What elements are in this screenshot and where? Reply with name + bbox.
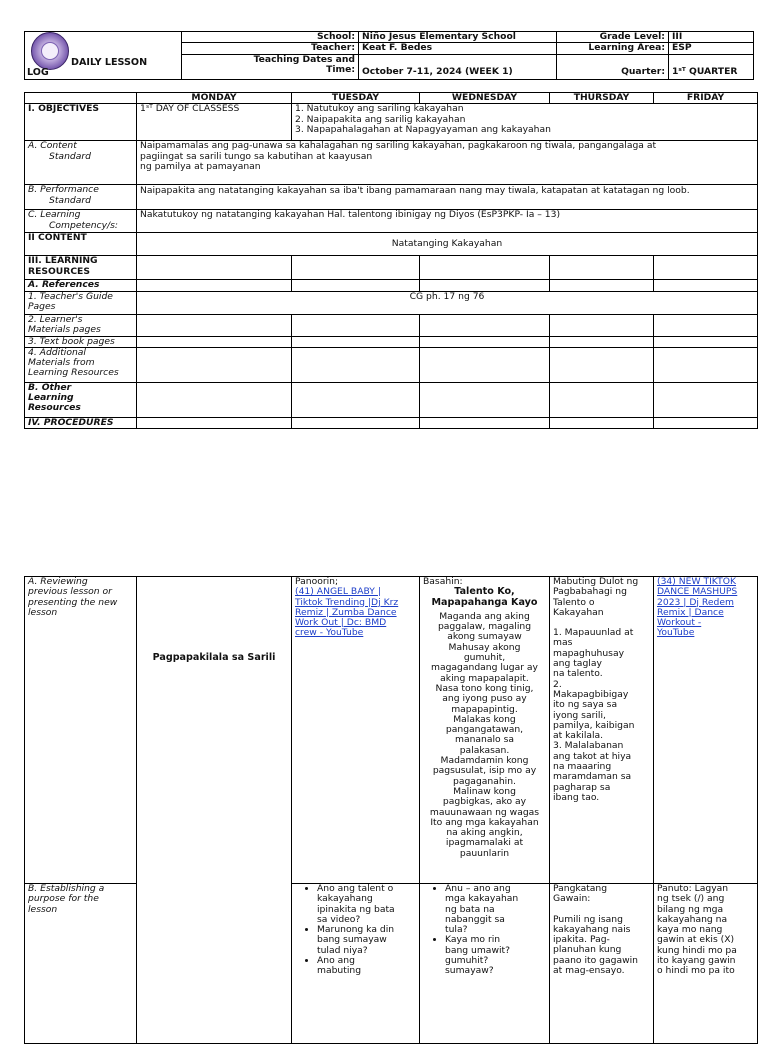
label-line: previous lesson or — [28, 586, 112, 598]
empty-cell — [550, 336, 654, 347]
text-line: ng pamilya at pamayanan — [140, 160, 261, 172]
link-line[interactable]: Workout - — [657, 617, 702, 629]
link-line[interactable]: DANCE MASHUPS — [657, 586, 738, 598]
label-line: A. Reviewing — [28, 576, 88, 587]
poem-line: Maganda ang aking — [439, 610, 530, 622]
empty-cell — [420, 347, 550, 382]
poem-line: mananalo sa — [455, 734, 514, 746]
text-line: gawin at ekis (X) — [657, 934, 735, 946]
label-line: 2. Learner's — [28, 314, 83, 325]
header-table — [24, 31, 754, 80]
text-line: na maaaring — [553, 761, 612, 773]
label-line: Learning — [28, 392, 74, 404]
text-line: na talento. — [553, 668, 603, 680]
link-line[interactable]: 2023 | Dj Redem — [657, 596, 734, 608]
logo-title: DAILY LESSON — [71, 57, 148, 68]
teachers-guide-label — [25, 291, 137, 314]
empty-cell — [292, 382, 420, 417]
empty-cell — [420, 280, 550, 291]
question-item — [445, 935, 546, 976]
empty-cell — [137, 382, 292, 417]
text-line: Talento o — [553, 596, 595, 608]
empty-cell — [654, 336, 758, 347]
empty-cell — [137, 314, 292, 336]
text-line: Mabuting Dulot ng — [553, 576, 639, 587]
text-line: Kakayahan — [553, 606, 604, 618]
grade-value: III — [669, 32, 754, 43]
text-line: planuhan kung — [553, 944, 622, 956]
objective-item: 1. Natutukoy ang sariling kakayahan — [295, 103, 464, 115]
empty-cell — [292, 280, 420, 291]
empty-cell — [420, 382, 550, 417]
poem-line: Malinaw kong — [453, 785, 516, 797]
purpose-tuesday — [292, 884, 420, 1044]
link-line[interactable]: Tiktok Trending |Dj Krz — [295, 596, 399, 608]
link-line[interactable]: (34) NEW TIKTOK — [657, 576, 736, 587]
empty-cell — [654, 314, 758, 336]
purpose-friday — [654, 884, 758, 1044]
text-line: pamilya, kaibigan — [553, 719, 635, 731]
label-line: 4. Additional — [28, 347, 86, 358]
text-line: Pagbabahagi ng — [553, 586, 627, 598]
poem-line: akong sumayaw — [447, 631, 522, 643]
content-label: II CONTENT — [25, 233, 137, 256]
empty-cell — [654, 417, 758, 428]
references-label: A. References — [25, 280, 137, 291]
empty-cell — [654, 382, 758, 417]
label-line: C. Learning — [28, 209, 81, 221]
label-line: Materials pages — [28, 323, 101, 335]
text-line: kung hindi mo pa — [657, 944, 737, 956]
poem-line: pauunlarin — [459, 847, 510, 859]
poem-line: pagaganahin. — [453, 775, 516, 787]
question-line: • Anu – ano ang — [445, 883, 511, 894]
text-line: ng tsek (/) ang — [657, 893, 725, 905]
poem-line: na aking angkin, — [446, 827, 523, 839]
text-line: ibang tao. — [553, 791, 600, 803]
question-line: mabuting — [317, 965, 362, 977]
poem-line: Malakas kong — [453, 713, 516, 725]
learning-resources-label — [25, 256, 137, 280]
label-line: Materials from — [28, 357, 95, 369]
question-line: • Kaya mo rin — [445, 934, 501, 946]
establishing-purpose-label — [25, 884, 137, 1044]
empty-cell — [292, 417, 420, 428]
text-line: mapaghuhusay — [553, 647, 625, 659]
question-line: bang umawit? — [445, 944, 510, 956]
review-wednesday — [420, 577, 550, 884]
dates-value: October 7-11, 2024 (WEEK 1) — [359, 54, 557, 79]
question-line: • Marunong ka din — [317, 924, 395, 936]
learners-materials-label — [25, 314, 137, 336]
competency-label — [25, 210, 137, 233]
wednesday-question-list — [423, 884, 546, 977]
link-line[interactable]: Remiz | Zumba Dance — [295, 606, 397, 618]
day-header-tuesday: TUESDAY — [292, 93, 420, 104]
text-line: iyong sarili, — [553, 709, 606, 721]
empty-cell — [420, 336, 550, 347]
additional-materials-label — [25, 347, 137, 382]
text-line: kakayahang na — [657, 913, 728, 925]
poem-title: Talento Ko, — [454, 586, 515, 598]
grade-label: Grade Level: — [557, 32, 669, 43]
poem-line: palakasan. — [459, 744, 510, 756]
poem-line: ipagmamalaki at — [445, 837, 524, 849]
area-label: Learning Area: — [557, 43, 669, 54]
empty-cell — [292, 314, 420, 336]
text-line: Panuto: Lagyan — [657, 883, 729, 894]
text-line: 2. — [553, 678, 562, 690]
text-line: Pumili ng isang — [553, 913, 623, 925]
label-line: Resources — [28, 402, 81, 414]
objective-item: 3. Napapahalagahan at Napagyayaman ang kakayahan — [295, 123, 551, 135]
label-line: lesson — [28, 606, 58, 618]
empty-cell — [292, 347, 420, 382]
poem-line: magagandang lugar ay — [431, 662, 538, 674]
poem-line: pagbigkas, ako ay — [442, 796, 527, 808]
text-line: Pangkatang — [553, 883, 608, 894]
tuesday-question-list — [295, 884, 416, 977]
question-line: gumuhit? — [445, 955, 489, 967]
review-tuesday — [292, 577, 420, 884]
label-line: A. Content — [28, 140, 77, 152]
reviewing-label — [25, 577, 137, 884]
day-header-wednesday: WEDNESDAY — [420, 93, 550, 104]
poem-line: gumuhit, — [463, 652, 506, 664]
text-line: ito kayang gawin — [657, 955, 736, 967]
area-value: ESP — [669, 43, 754, 54]
label-line: Standard — [49, 150, 91, 162]
text-line: ipakita. Pag- — [553, 934, 610, 946]
teacher-value: Keat F. Bedes — [359, 43, 557, 54]
objective-item: 2. Naipapakita ang sarilig kakayahan — [295, 113, 466, 125]
label-line: III. LEARNING — [28, 255, 98, 267]
competency-text: Nakatutukoy ng natatanging kakayahan Hal. talentong ibinigay ng Diyos (EsP3PKP- Ia – 13) — [137, 210, 758, 233]
empty-cell — [654, 347, 758, 382]
empty-cell — [137, 256, 292, 280]
empty-cell — [137, 417, 292, 428]
text-line: ito ng saya sa — [553, 699, 618, 711]
poem-line: Madamdamin kong — [440, 755, 529, 767]
teachers-guide-value: CG ph. 17 ng 76 — [137, 291, 758, 314]
dates-label-line2: Time: — [326, 63, 355, 75]
question-item — [317, 925, 416, 956]
link-line[interactable]: crew - YouTube — [295, 627, 364, 639]
label-line: presenting the new — [28, 596, 118, 608]
poem-line: Ito ang mga kakayahan — [430, 816, 539, 828]
link-line[interactable]: (41) ANGEL BABY | — [295, 586, 381, 598]
textbook-pages-label: 3. Text book pages — [25, 336, 137, 347]
review-thursday — [550, 577, 654, 884]
empty-cell — [654, 280, 758, 291]
label-line: lesson — [28, 903, 58, 915]
empty-cell — [137, 347, 292, 382]
empty-cell — [292, 256, 420, 280]
dates-label — [182, 54, 359, 79]
label-line: B. Other — [28, 382, 72, 393]
label-line: 1. Teacher's Guide — [28, 291, 113, 302]
text-line: bilang ng mga — [657, 903, 724, 915]
question-line: • Ano ang — [317, 955, 355, 967]
text-line: at mag-ensayo. — [553, 965, 625, 977]
empty-cell — [420, 256, 550, 280]
text-line: maramdaman sa — [553, 771, 632, 783]
dates-label-line1: Teaching Dates and — [253, 54, 355, 65]
day-header-friday: FRIDAY — [654, 93, 758, 104]
text-line: mas — [553, 637, 573, 649]
poem-line: pagsusulat, isip mo ay — [432, 765, 537, 777]
question-line: ipinakita ng bata — [317, 903, 395, 915]
poem-text — [423, 612, 546, 859]
purpose-wednesday — [420, 884, 550, 1044]
text-line: o hindi mo pa ito — [657, 965, 735, 977]
empty-cell — [550, 417, 654, 428]
text-line: 1. Mapauunlad at — [553, 627, 634, 639]
link-line[interactable]: Work Out | Dc: BMD — [295, 617, 387, 629]
poem-line: Mahusay akong — [448, 641, 521, 653]
review-friday — [654, 577, 758, 884]
empty-cell — [420, 417, 550, 428]
question-line: tulad niya? — [317, 944, 368, 956]
question-line: ng bata na — [445, 903, 495, 915]
text-line: Naipamamalas ang pag-unawa sa kahalagahan ng sariling kakayahan, pagkakaroon ng tiwala, pangangalaga at — [140, 140, 657, 152]
school-label: School: — [182, 32, 359, 43]
objectives-list — [292, 104, 758, 141]
text-line: at kakilala. — [553, 730, 604, 742]
question-line: kakayahang — [317, 893, 373, 905]
label-line: B. Establishing a — [28, 883, 105, 894]
text-line: Gawain: — [553, 893, 591, 905]
empty-cell — [550, 347, 654, 382]
angel-baby-video-link[interactable] — [295, 587, 416, 638]
quarter-value: 1ˢᵀ QUARTER — [669, 54, 754, 79]
label-line: Competency/s: — [49, 219, 119, 231]
text-line: 3. Malalabanan — [553, 740, 624, 752]
label-line: purpose for the — [28, 893, 99, 905]
text-line: pagiingat sa sarili tungo sa kabutihan at kaayusan — [140, 150, 373, 162]
logo-title-2: LOG — [27, 67, 49, 79]
poem-line: mauunawaan ng wagas — [429, 806, 540, 818]
question-line: mga kakayahan — [445, 893, 519, 905]
day-header-thursday: THURSDAY — [550, 93, 654, 104]
teacher-label: Teacher: — [182, 43, 359, 54]
text-line: kaya mo nang — [657, 924, 723, 936]
label-line: Standard — [49, 194, 91, 206]
question-line: tula? — [445, 924, 468, 936]
text-line: paano ito gagawin — [553, 954, 638, 966]
label-line: Learning Resources — [28, 367, 119, 379]
text-line: Makapagbibigay — [553, 688, 629, 700]
empty-cell — [137, 280, 292, 291]
content-text: Natatanging Kakayahan — [137, 233, 758, 256]
poem-line: ang iyong puso ay — [442, 693, 527, 705]
text-line: ang taglay — [553, 658, 602, 670]
question-line: nabanggit sa — [445, 913, 505, 925]
question-item — [445, 884, 546, 935]
text-line: ang takot at hiya — [553, 750, 632, 762]
purpose-thursday — [550, 884, 654, 1044]
label-line: Pages — [28, 300, 56, 312]
label-line: B. Performance — [28, 184, 99, 196]
empty-cell — [550, 256, 654, 280]
question-line: sa video? — [317, 913, 361, 925]
label-line: RESOURCES — [28, 265, 90, 277]
objectives-monday: 1ˢᵀ DAY OF CLASSESS — [137, 104, 292, 141]
procedures-label: IV. PROCEDURES — [25, 417, 137, 428]
question-item — [317, 884, 416, 925]
day-header-monday: MONDAY — [137, 93, 292, 104]
school-value: Niño Jesus Elementary School — [359, 32, 557, 43]
poem-line: paggalaw, magaling — [437, 621, 532, 633]
text-line: pagharap sa — [553, 781, 611, 793]
header-logo-cell — [25, 32, 182, 80]
monday-introduce-self: Pagpapakilala sa Sarili — [137, 577, 292, 1044]
other-resources-label — [25, 382, 137, 417]
empty-cell — [550, 314, 654, 336]
corner-cell — [25, 93, 137, 104]
question-line: bang sumayaw — [317, 934, 387, 946]
poem-line: Nasa tono kong tinig, — [435, 682, 534, 694]
poem-title: Mapapahanga Kayo — [431, 596, 538, 608]
link-line[interactable]: Remix | Dance — [657, 606, 724, 618]
empty-cell — [654, 256, 758, 280]
poem-line: mapapapintig. — [451, 703, 518, 715]
quarter-label: Quarter: — [557, 54, 669, 79]
question-line: • Ano ang talent o — [317, 883, 394, 894]
performance-standard-text: Naipapakita ang natatanging kakayahan sa iba't ibang pamamaraan nang may tiwala, katapatan at katatagan ng loob. — [137, 185, 758, 210]
link-line[interactable]: YouTube — [657, 627, 695, 639]
empty-cell — [420, 314, 550, 336]
lesson-table-top — [24, 92, 758, 429]
poem-line: pangangatawan, — [445, 724, 524, 736]
tuesday-intro: Panoorin; — [295, 576, 339, 587]
poem-line: aking mapapalapit. — [440, 672, 529, 684]
empty-cell — [292, 336, 420, 347]
tiktok-mashup-video-link[interactable] — [657, 577, 754, 639]
empty-cell — [550, 382, 654, 417]
wednesday-intro: Basahin: — [423, 576, 463, 587]
empty-cell — [550, 280, 654, 291]
text-line: kakayahang nais — [553, 923, 631, 935]
objectives-label: I. OBJECTIVES — [25, 104, 137, 141]
content-standard-text — [137, 141, 758, 185]
question-line: sumayaw? — [445, 965, 494, 977]
lesson-table-procedures — [24, 576, 758, 1044]
performance-standard-label — [25, 185, 137, 210]
question-item — [317, 956, 416, 977]
empty-cell — [137, 336, 292, 347]
content-standard-label — [25, 141, 137, 185]
